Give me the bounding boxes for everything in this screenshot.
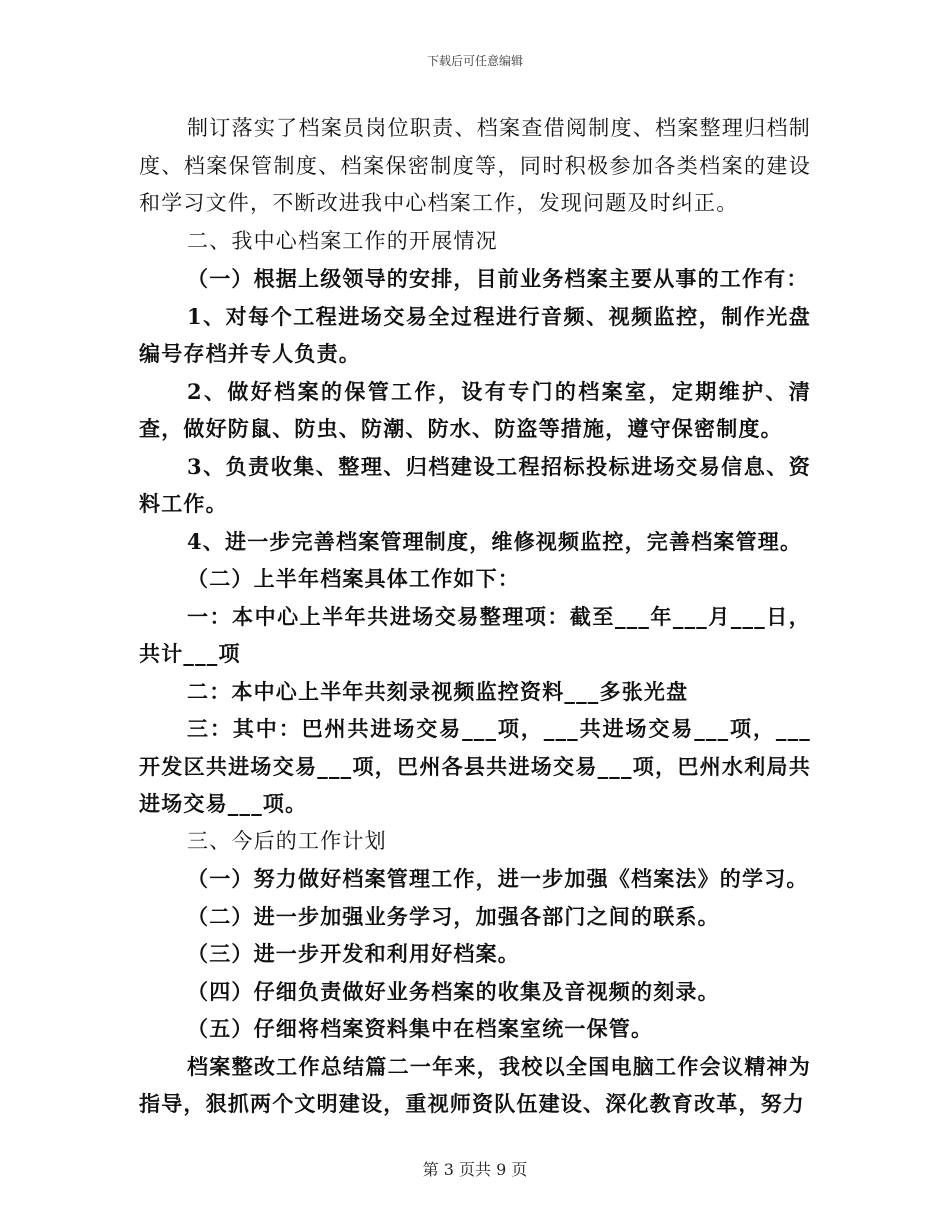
stat-item-2: 二：本中心上半年共刻录视频监控资料___多张光盘 — [187, 678, 689, 704]
list-item-3: 3、负责收集、整理、归档建设工程招标投标进场交易信息、资料工作。 — [139, 453, 811, 516]
list-item-2: 2、做好档案的保管工作，设有专门的档案室，定期维护、清查，做好防鼠、防虫、防潮、防水、防盗等措施，遵守保密制度。 — [139, 378, 811, 441]
plan-item-3: （三）进一步开发和利用好档案。 — [187, 941, 520, 966]
list-item-4: 4、进一步完善档案管理制度，维修视频监控，完善档案管理。 — [187, 528, 803, 554]
document-body — [139, 110, 811, 1123]
list-item-1: 1、对每个工程进场交易全过程进行音频、视频监控，制作光盘编号存档并专人负责。 — [139, 303, 811, 366]
page-header-note: 下载后可任意编辑 — [426, 54, 523, 68]
subheading-2-1: （一）根据上级领导的安排，目前业务档案主要从事的工作有： — [187, 266, 809, 291]
subheading-2-2: （二）上半年档案具体工作如下： — [187, 566, 520, 591]
page-number: 第 3 页共 9 页 — [422, 1160, 528, 1179]
plan-item-4: （四）仔细负责做好业务档案的收集及音视频的刻录。 — [187, 978, 720, 1004]
paragraph-1: 制订落实了档案员岗位职责、档案查借阅制度、档案整理归档制度、档案保管制度、档案保密制度等，同时积极参加各类档案的建设和学习文件，不断改进我中心档案工作，发现问题及时纠正。 — [139, 116, 811, 215]
stat-item-1: 一：本中心上半年共进场交易整理项：截至___年___月___日，共计___项 — [139, 603, 811, 666]
section-heading-2: 二、我中心档案工作的开展情况 — [187, 228, 498, 253]
plan-item-1: （一）努力做好档案管理工作，进一步加强《档案法》的学习。 — [187, 866, 809, 891]
stat-item-3: 三：其中：巴州共进场交易___项，___共进场交易___项，___开发区共进场交易___项，巴州各县共进场交易___项，巴州水利局共进场交易___项。 — [139, 716, 811, 816]
plan-item-2: （二）进一步加强业务学习，加强各部门之间的联系。 — [187, 903, 720, 929]
section-heading-3: 三、今后的工作计划 — [187, 828, 387, 853]
plan-item-5: （五）仔细将档案资料集中在档案室统一保管。 — [187, 1016, 654, 1041]
paragraph-summary-2: 档案整改工作总结篇二一年来，我校以全国电脑工作会议精神为指导，狠抓两个文明建设，重视师资队伍建设、深化教育改革，努力 — [139, 1053, 811, 1116]
